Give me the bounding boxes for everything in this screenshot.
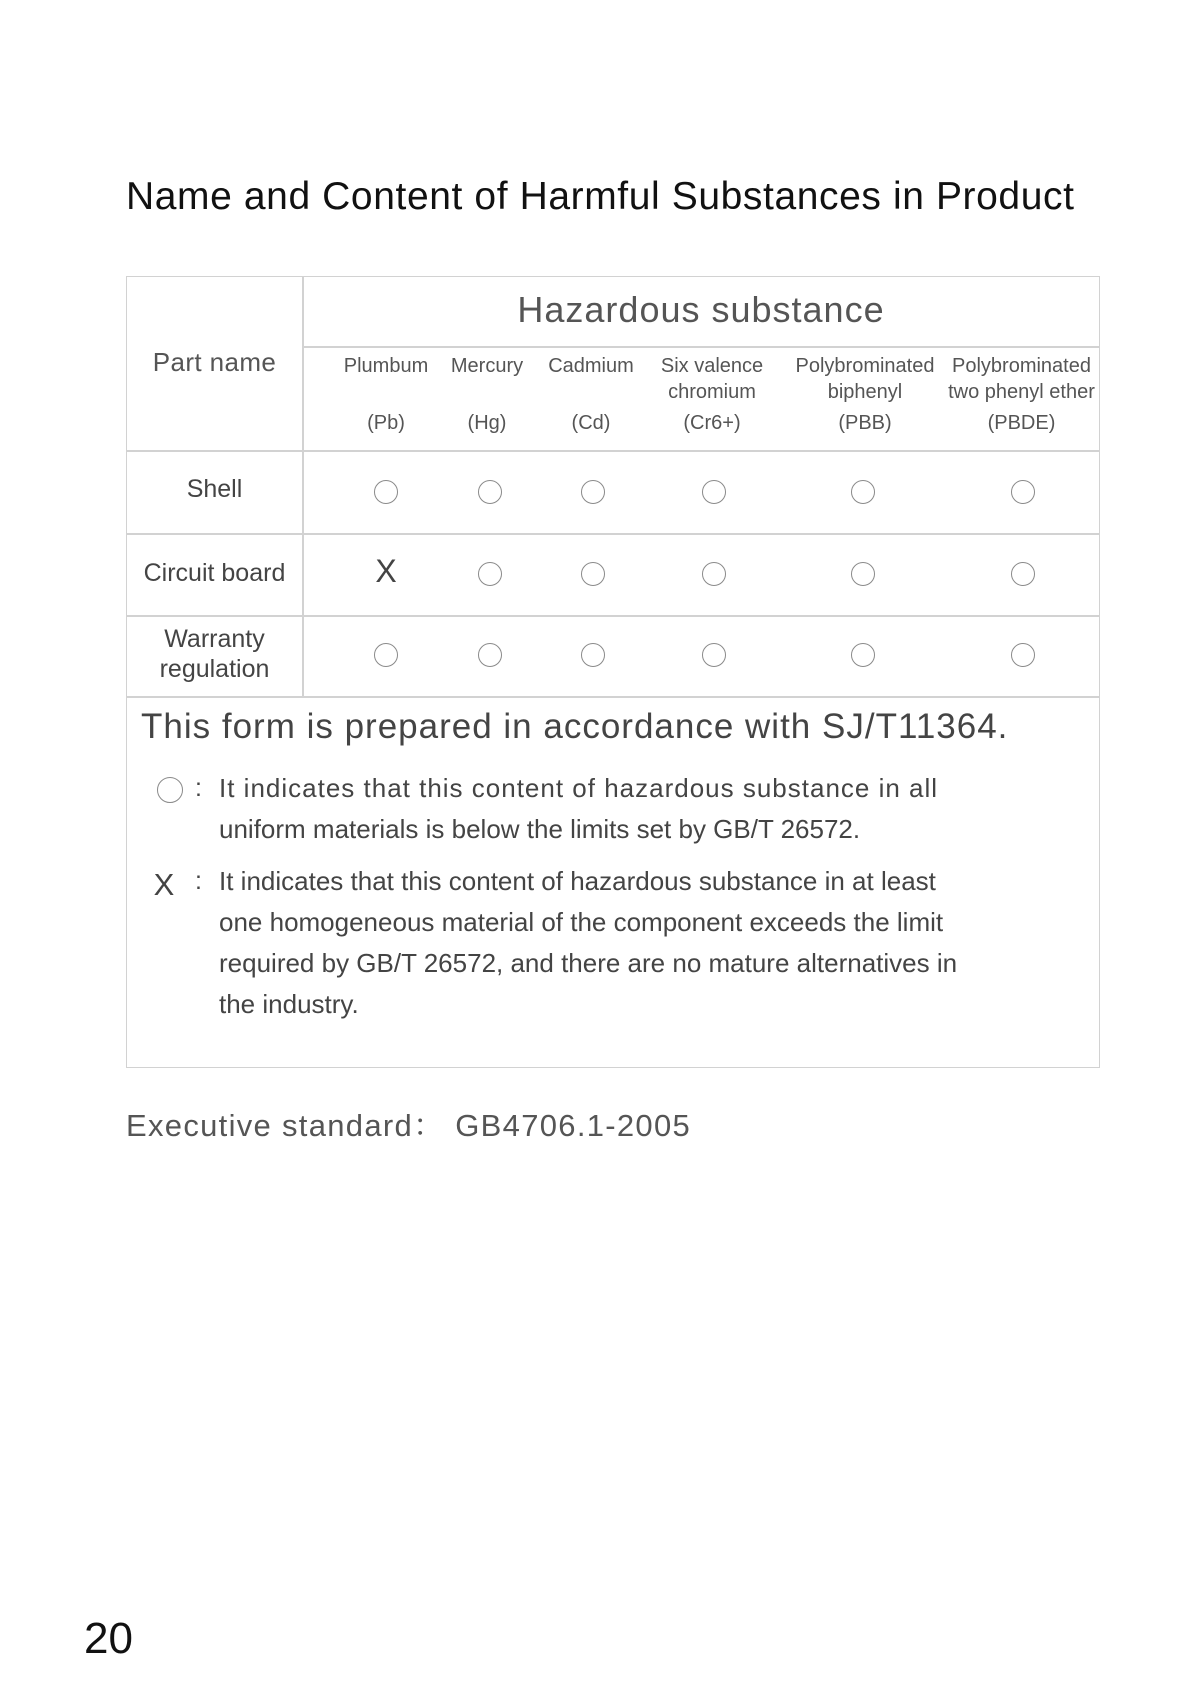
- compliant-circle-icon: [851, 643, 875, 667]
- substance-name-line2: biphenyl: [827, 381, 903, 403]
- compliant-circle-icon: [478, 480, 502, 504]
- page-title: Name and Content of Harmful Substances in Product: [126, 175, 1075, 218]
- row-label-line1: Warranty: [164, 625, 265, 653]
- substance-symbol-chromium: (Cr6+): [683, 412, 741, 434]
- table-divider: [127, 696, 1100, 698]
- compliant-circle-icon: [1011, 480, 1035, 504]
- row-label-warranty: [127, 624, 302, 684]
- substance-name: Six valence: [660, 355, 764, 377]
- legend-x-line: one homogeneous material of the component exceeds the limit: [219, 907, 944, 937]
- substance-header-pbde: [939, 353, 1104, 405]
- legend-circle-line: uniform materials is below the limits set by GB/T 26572.: [219, 814, 861, 844]
- compliant-circle-icon: [702, 480, 726, 504]
- legend-x-line: the industry.: [219, 989, 359, 1019]
- substance-symbol-lead: (Pb): [367, 412, 405, 434]
- row-label-shell: [127, 474, 302, 504]
- compliant-circle-icon: [581, 480, 605, 504]
- hazardous-substance-header: Hazardous substance: [517, 289, 885, 330]
- compliant-circle-icon: [702, 643, 726, 667]
- legend-circle-text: [219, 768, 1049, 850]
- row-label-line1: Circuit board: [143, 559, 286, 587]
- page-number: 20: [84, 1614, 133, 1663]
- compliant-circle-icon: [1011, 643, 1035, 667]
- table-divider: [302, 346, 1100, 348]
- compliant-circle-icon: [478, 643, 502, 667]
- substance-name: Polybrominated: [952, 355, 1091, 377]
- substance-name-line2: two phenyl ether: [948, 381, 1095, 403]
- substance-symbol-cadmium: (Cd): [571, 412, 611, 434]
- substance-name: Cadmium: [548, 355, 634, 377]
- compliant-circle-icon: [851, 480, 875, 504]
- compliance-note: This form is prepared in accordance with SJ/T11364.: [141, 707, 1009, 746]
- legend-x-line: It indicates that this content of hazardous substance in at least: [219, 866, 936, 896]
- exceeds-limit-x: X: [375, 553, 397, 589]
- substance-name-line2: chromium: [668, 381, 756, 403]
- legend-circle-icon: [157, 777, 183, 803]
- substance-header-cadmium: [521, 353, 661, 379]
- compliant-circle-icon: [581, 643, 605, 667]
- legend-x-text: [219, 861, 1049, 1025]
- substance-header-chromium: [642, 353, 782, 405]
- legend-x-symbol: X: [153, 867, 175, 902]
- substance-symbol-pbde: (PBDE): [987, 412, 1056, 434]
- hazardous-substance-table: [126, 276, 1100, 1068]
- substance-name: Polybrominated: [795, 355, 935, 377]
- substance-name: Mercury: [450, 355, 524, 377]
- compliant-circle-icon: [851, 562, 875, 586]
- row-label-line2: regulation: [159, 655, 270, 683]
- substance-name: Plumbum: [343, 355, 429, 377]
- legend-x-line: required by GB/T 26572, and there are no mature alternatives in: [219, 948, 958, 978]
- executive-standard: Executive standard： GB4706.1-2005: [126, 1108, 692, 1143]
- compliant-circle-icon: [581, 562, 605, 586]
- substance-symbol-pbb: (PBB): [838, 412, 892, 434]
- row-label-line1: Shell: [186, 475, 243, 503]
- compliant-circle-icon: [374, 480, 398, 504]
- part-name-header: Part name: [152, 347, 277, 377]
- table-divider: [127, 533, 1100, 535]
- table-divider: [302, 277, 304, 697]
- compliant-circle-icon: [1011, 562, 1035, 586]
- row-label-circuit-board: [127, 558, 302, 588]
- compliant-circle-icon: [478, 562, 502, 586]
- substance-header-pbb: [785, 353, 945, 405]
- table-divider: [127, 615, 1100, 617]
- legend-circle-line: It indicates that this content of hazardous substance in all: [219, 773, 939, 803]
- compliant-circle-icon: [374, 643, 398, 667]
- legend-colon: :: [195, 867, 202, 895]
- substance-symbol-mercury: (Hg): [467, 412, 507, 434]
- compliant-circle-icon: [702, 562, 726, 586]
- legend-colon: :: [195, 774, 202, 802]
- table-divider: [127, 450, 1100, 452]
